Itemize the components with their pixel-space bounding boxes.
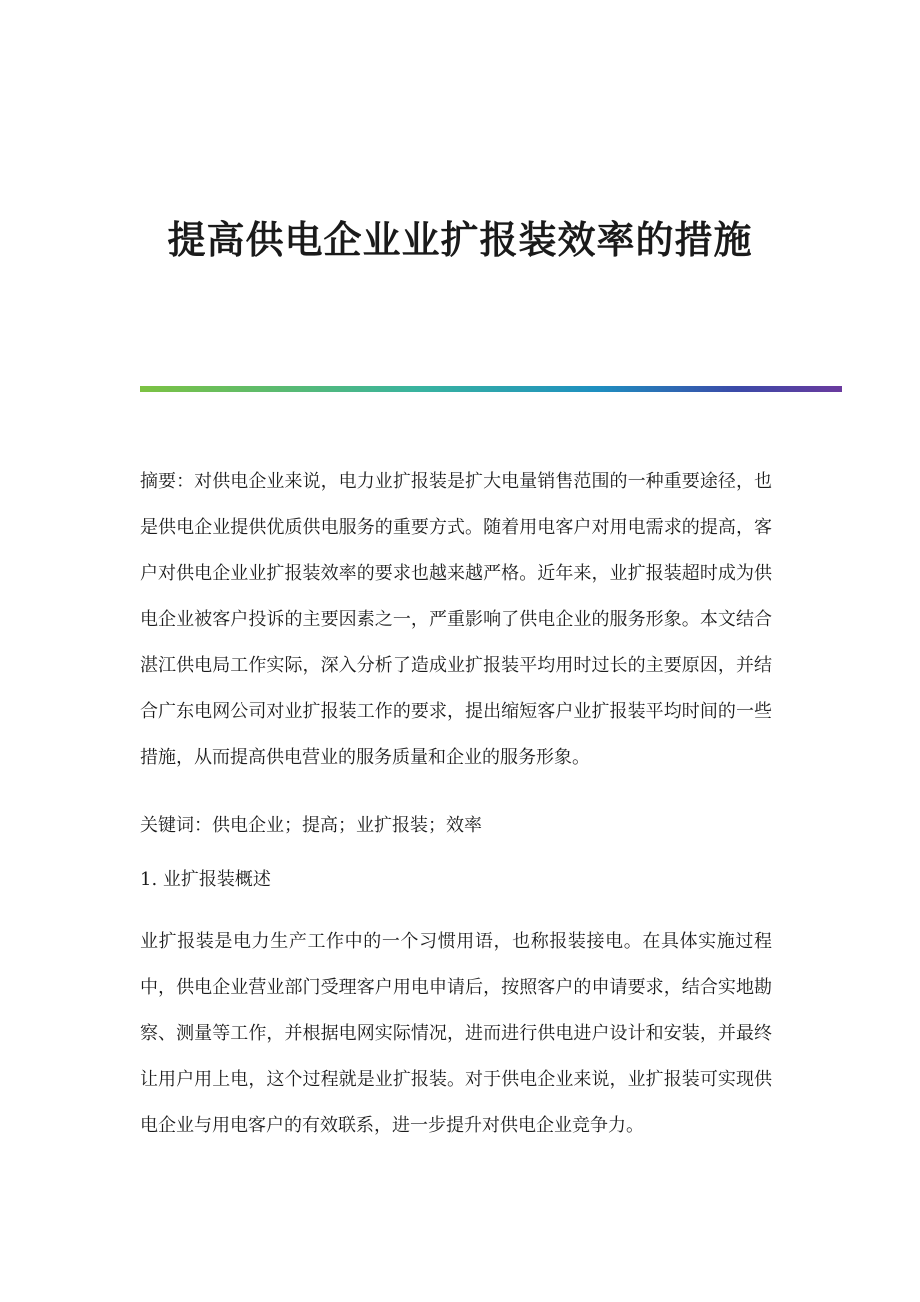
abstract-paragraph: 摘要：对供电企业来说，电力业扩报装是扩大电量销售范围的一种重要途径，也是供电企业提供优质供电服务的重要方式。随着用电客户对用电需求的提高，客户对供电企业业扩报装效率的要求也越来越严格。近年来，业扩报装超时成为供电企业被客户投诉的主要因素之一，严重影响了供电企业的服务形象。本文结合湛江供电局工作实际，深入分析了造成业扩报装平均用时过长的主要原因，并结合广东电网公司对业扩报装工作的要求，提出缩短客户业扩报装平均时间的一些措施，从而提高供电营业的服务质量和企业的服务形象。 xyxy=(140,471,772,768)
keywords-line: 关键词：供电企业；提高；业扩报装；效率 xyxy=(140,815,482,836)
page-title: 提高供电企业业扩报装效率的措施 xyxy=(167,217,753,262)
title-divider xyxy=(140,386,842,392)
section-paragraph: 业扩报装是电力生产工作中的一个习惯用语，也称报装接电。在具体实施过程中，供电企业营业部门受理客户用电申请后，按照客户的申请要求，结合实地勘察、测量等工作，并根据电网实际情况，进而进行供电进户设计和安装，并最终让用户用上电，这个过程就是业扩报装。对于供电企业来说，业扩报装可实现供电企业与用电客户的有效联系，进一步提升对供电企业竞争力。 xyxy=(140,931,772,1136)
section-heading: 1. 业扩报装概述 xyxy=(140,869,271,890)
